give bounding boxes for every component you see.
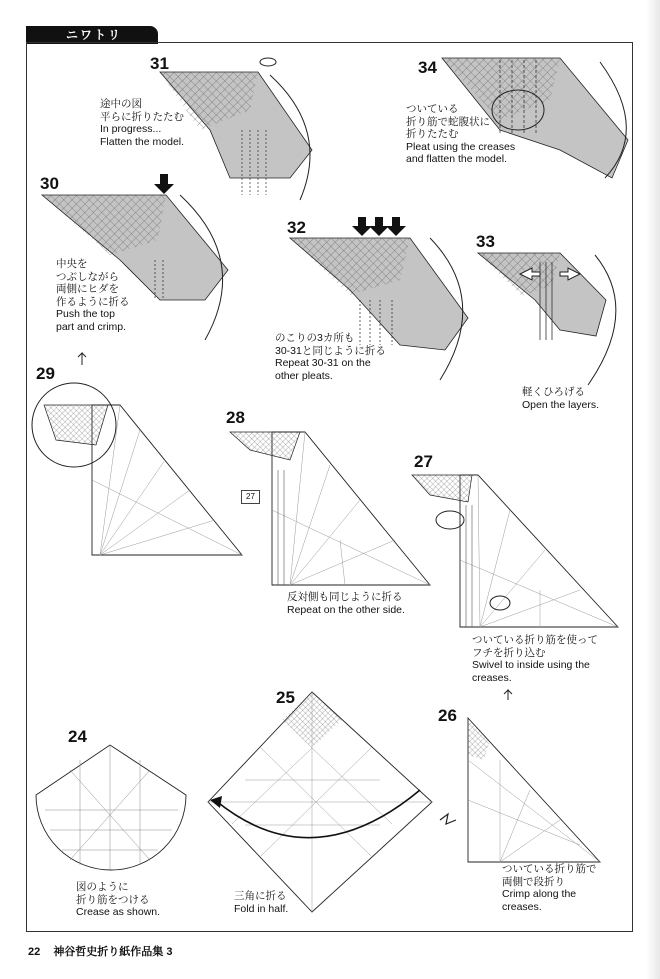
step28-number: 28: [226, 408, 245, 427]
section-title: ニワトリ: [26, 26, 158, 44]
step27-caption: ついている折り筋を使って フチを折り込む Swivel to inside using the creases.: [472, 634, 598, 684]
step31-number: 31: [150, 54, 169, 73]
step29-model: [32, 353, 242, 555]
step31-caption: 途中の図 平らに折りたたむ In progress... Flatten the model.: [100, 98, 185, 148]
step26-caption: ついている折り筋で 両側で段折り Crimp along the creases.: [502, 863, 597, 913]
step33-caption: 軽くひろげる Open the layers.: [522, 386, 600, 411]
step24-caption: 図のように 折り筋をつける Crease as shown.: [76, 881, 161, 918]
step24-model: [36, 745, 186, 870]
step32-number: 32: [287, 218, 306, 237]
step25-caption: 三角に折る Fold in half.: [234, 890, 289, 915]
step25-model: [208, 692, 432, 912]
step25-number: 25: [276, 688, 295, 707]
page-footer: [28, 943, 173, 959]
step34-number: 34: [418, 58, 437, 77]
step26-number: 26: [438, 706, 457, 725]
step28-caption: 反対側も同じように折る Repeat on the other side.: [287, 591, 405, 616]
step32-caption: のこりの3カ所も 30-31と同じように折る Repeat 30-31 on the other pleats.: [275, 332, 386, 382]
book-title: 神谷哲史折り紙作品集 3: [53, 946, 173, 958]
page-number: 22: [28, 946, 41, 958]
step27-number: 27: [414, 452, 433, 471]
step33-model: [478, 253, 616, 385]
step26-model: [440, 690, 600, 862]
step24-number: 24: [68, 727, 87, 746]
step28-reference-box: 27: [241, 490, 260, 504]
step29-number: 29: [36, 364, 55, 383]
step30-number: 30: [40, 174, 59, 193]
step34-caption: ついている 折り筋で蛇腹状に 折りたたむ Pleat using the creases and flatten the model.: [406, 103, 516, 165]
step28-model: [230, 432, 430, 585]
step33-number: 33: [476, 232, 495, 251]
step27-model: [412, 475, 618, 627]
step30-caption: 中央を つぶしながら 両側にヒダを 作るように折る Push the top part and crimp.: [56, 258, 130, 333]
